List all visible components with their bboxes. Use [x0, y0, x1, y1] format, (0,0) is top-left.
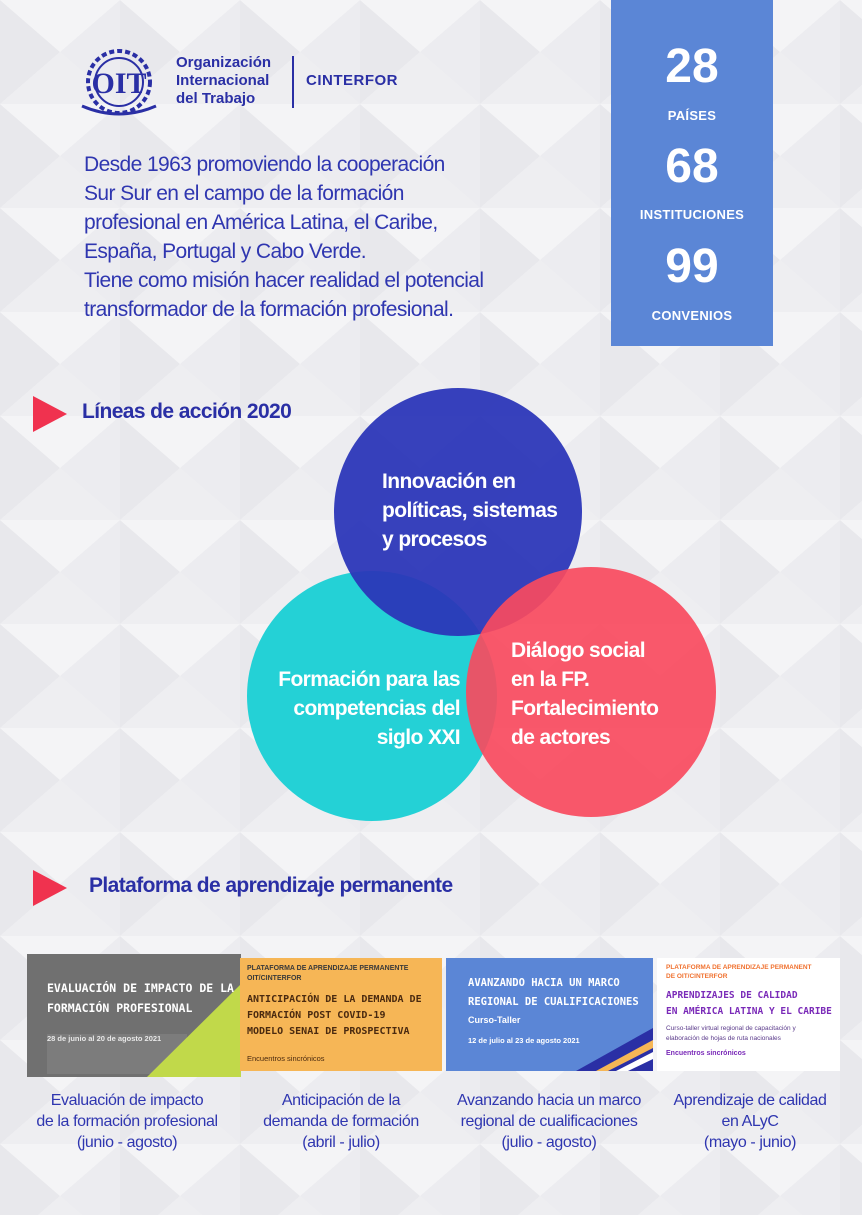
venn-label-dialogue: Diálogo social en la FP. Fortalecimiento de actores: [511, 639, 659, 749]
course-card-anticipation[interactable]: PLATAFORMA DE APRENDIZAJE PERMANENTE OIT/CINTERFOR ANTICIPACIÓN DE LA DEMANDA DE FORMACIÓN POST COVID-19 MODELO SENAI DE PROSPECTIVA Encuentros sincrónicos: [240, 958, 442, 1071]
org-name: Organización Internacional del Trabajo: [176, 54, 272, 107]
section-arrow-icon: [33, 396, 67, 432]
venn-label-innovation: Innovación en políticas, sistemas y procesos: [382, 470, 558, 551]
section-title-lines: Líneas de acción 2020: [82, 400, 292, 423]
course-card-framework[interactable]: AVANZANDO HACIA UN MARCO REGIONAL DE CUALIFICACIONES Curso-Taller 12 de julio al 23 de agosto 2021: [446, 958, 653, 1071]
stat-institutions-value: 68: [665, 140, 719, 193]
stats-panel: [611, 0, 773, 346]
intro-line: España, Portugal y Cabo Verde.: [84, 240, 367, 263]
logo-divider: [292, 56, 294, 108]
stat-agreements-label: CONVENIOS: [651, 308, 733, 323]
intro-text: [84, 150, 584, 324]
card-caption-impact: Evaluación de impacto de la formación profesional (junio - agosto): [36, 1092, 218, 1151]
cinterfor-label: CINTERFOR: [306, 72, 398, 89]
venn-label-competencies: Formación para las competencias del siglo XXI: [278, 668, 460, 749]
stat-institutions-label: INSTITUCIONES: [639, 207, 745, 222]
card-caption-anticipation: Anticipación de la demanda de formación (abril - julio): [263, 1092, 419, 1151]
stat-countries-value: 28: [665, 40, 719, 93]
intro-line: Desde 1963 promoviendo la cooperación: [84, 153, 445, 176]
svg-text:OIT: OIT: [91, 67, 147, 100]
section-title-platform: Plataforma de aprendizaje permanente: [89, 874, 453, 897]
course-card-impact[interactable]: EVALUACIÓN DE IMPACTO DE LA FORMACIÓN PROFESIONAL 28 de junio al 20 de agosto 2021: [27, 954, 241, 1077]
intro-line: profesional en América Latina, el Caribe,: [84, 211, 438, 234]
intro-line: transformador de la formación profesional.: [84, 298, 454, 321]
intro-line: Tiene como misión hacer realidad el potencial: [84, 269, 484, 292]
stat-countries-label: PAÍSES: [667, 108, 717, 123]
card-caption-quality: Aprendizaje de calidad en ALyC (mayo - junio): [673, 1092, 827, 1151]
course-card-quality[interactable]: PLATAFORMA DE APRENDIZAJE PERMANENT DE OIT/CINTERFOR APRENDIZAJES DE CALIDAD EN AMÉRICA LATINA Y EL CARIBE Curso-taller virtual regional de capacitación y elaboración de hojas de ruta nacionales Encuentros sincrónicos: [657, 958, 840, 1071]
stat-agreements-value: 99: [665, 240, 719, 293]
intro-line: Sur Sur en el campo de la formación: [84, 182, 404, 205]
card-caption-framework: Avanzando hacia un marco regional de cualificaciones (julio - agosto): [456, 1092, 641, 1151]
section-arrow-icon: [33, 870, 67, 906]
action-lines-venn: [240, 385, 720, 825]
oit-emblem-icon: [76, 46, 162, 118]
